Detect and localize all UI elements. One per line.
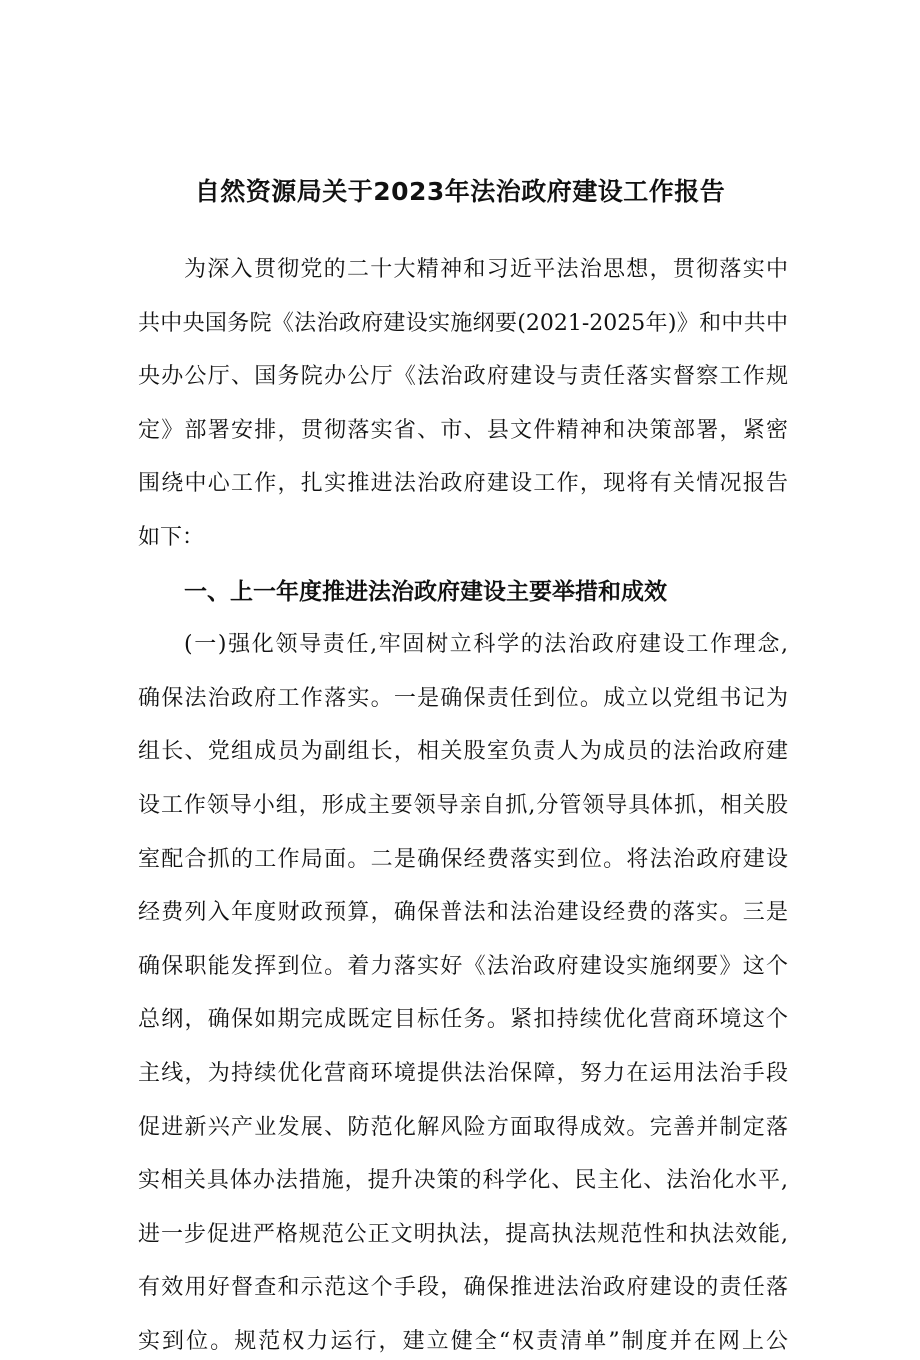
paragraph-line: 实到位。规范权力运行，建立健全“权责清单”制度并在网上公 <box>138 1329 788 1354</box>
paragraph-line: 促进新兴产业发展、防范化解风险方面取得成效。完善并制定落 <box>138 1114 788 1140</box>
paragraph-line: 进一步促进严格规范公正文明执法，提高执法规范性和执法效能, <box>138 1221 788 1247</box>
paragraph-line: 为深入贯彻党的二十大精神和习近平法治思想，贯彻落实中 <box>184 257 788 282</box>
paragraph-line: 主线，为持续优化营商环境提供法治保障，努力在运用法治手段 <box>138 1061 788 1086</box>
document-title: 自然资源局关于2023年法治政府建设工作报告 <box>194 177 726 206</box>
paragraph-line: 央办公厅、国务院办公厅《法治政府建设与责任落实督察工作规 <box>138 364 788 390</box>
paragraph-line: (一)强化领导责任,牢固树立科学的法治政府建设工作理念, <box>184 632 788 658</box>
paragraph-line: 有效用好督查和示范这个手段，确保推进法治政府建设的责任落 <box>138 1275 788 1301</box>
paragraph-line: 实相关具体办法措施，提升决策的科学化、民主化、法治化水平, <box>138 1168 788 1194</box>
paragraph-line: 如下： <box>138 525 205 550</box>
paragraph-line: 确保法治政府工作落实。一是确保责任到位。成立以党组书记为 <box>138 685 788 711</box>
paragraph-line: 定》部署安排，贯彻落实省、市、县文件精神和决策部署，紧密 <box>138 417 788 443</box>
paragraph-line: 总纲，确保如期完成既定目标任务。紧扣持续优化营商环境这个 <box>138 1007 788 1033</box>
paragraph-line: 确保职能发挥到位。着力落实好《法治政府建设实施纲要》这个 <box>138 953 788 979</box>
section-heading: 一、上一年度推进法治政府建设主要举措和成效 <box>184 578 667 605</box>
paragraph-line: 围绕中心工作，扎实推进法治政府建设工作，现将有关情况报告 <box>138 471 788 497</box>
paragraph-line: 组长、党组成员为副组长，相关股室负责人为成员的法治政府建 <box>138 739 788 765</box>
paragraph-line: 室配合抓的工作局面。二是确保经费落实到位。将法治政府建设 <box>138 846 788 872</box>
paragraph-line: 共中央国务院《法治政府建设实施纲要(2021-2025年)》和中共中 <box>138 310 788 336</box>
paragraph-line: 设工作领导小组，形成主要领导亲自抓,分管领导具体抓，相关股 <box>138 793 788 818</box>
paragraph-line: 经费列入年度财政预算，确保普法和法治建设经费的落实。三是 <box>138 900 788 926</box>
